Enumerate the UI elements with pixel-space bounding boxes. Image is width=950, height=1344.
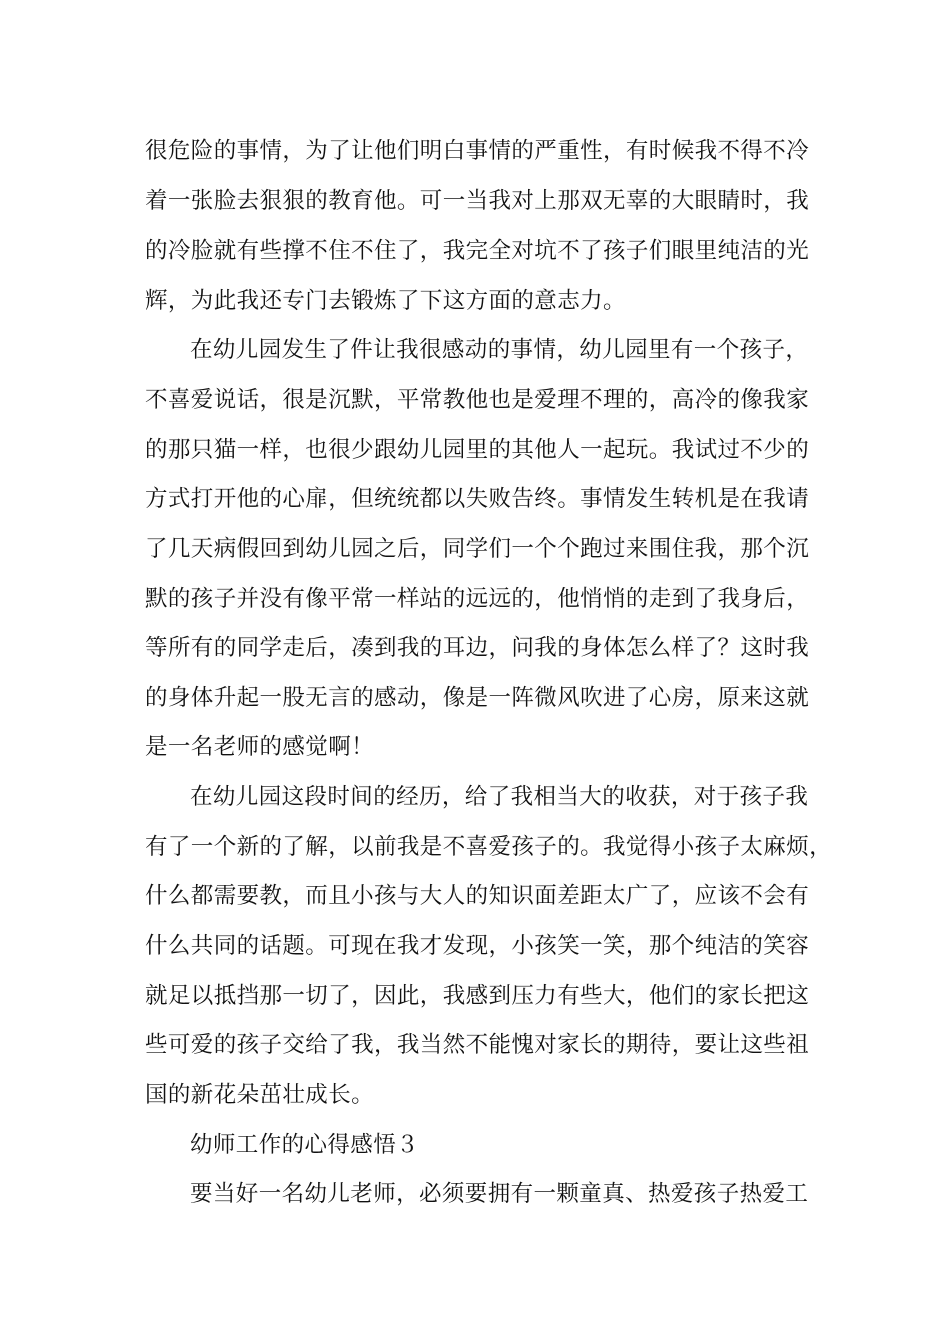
text-line: 很危险的事情，为了让他们明白事情的严重性，有时候我不得不冷 <box>145 138 810 164</box>
text-line: 就足以抵挡那一切了，因此，我感到压力有些大，他们的家长把这 <box>145 983 810 1009</box>
text-line: 不喜爱说话，很是沉默，平常教他也是爱理不理的，高冷的像我家 <box>145 387 810 413</box>
section-heading: 幼师工作的心得感悟３ <box>190 1132 420 1158</box>
paragraph-first-line: 在幼儿园这段时间的经历，给了我相当大的收获，对于孩子我 <box>190 784 809 810</box>
text-line: 什么共同的话题。可现在我才发现，小孩笑一笑，那个纯洁的笑容 <box>145 933 810 959</box>
paragraph-first-line: 在幼儿园发生了件让我很感动的事情，幼儿园里有一个孩子， <box>190 337 809 363</box>
text-line: 国的新花朵茁壮成长。 <box>145 1082 375 1108</box>
text-line: 辉，为此我还专门去锻炼了下这方面的意志力。 <box>145 288 626 314</box>
text-line: 什么都需要教，而且小孩与大人的知识面差距太广了，应该不会有 <box>145 883 810 909</box>
text-line: 的身体升起一股无言的感动，像是一阵微风吹进了心房，原来这就 <box>145 685 810 711</box>
text-line: 着一张脸去狠狠的教育他。可一当我对上那双无辜的大眼睛时，我 <box>145 188 810 214</box>
text-line: 方式打开他的心扉，但统统都以失败告终。事情发生转机是在我请 <box>145 486 810 512</box>
text-line: 的那只猫一样，也很少跟幼儿园里的其他人一起玩。我试过不少的 <box>145 437 810 463</box>
text-line: 有了一个新的了解，以前我是不喜爱孩子的。我觉得小孩子太麻烦， <box>145 834 833 860</box>
text-line: 了几天病假回到幼儿园之后，同学们一个个跑过来围住我，那个沉 <box>145 536 810 562</box>
text-line: 的冷脸就有些撑不住不住了，我完全对坑不了孩子们眼里纯洁的光 <box>145 238 810 264</box>
paragraph-first-line: 要当好一名幼儿老师，必须要拥有一颗童真、热爱孩子热爱工 <box>190 1181 809 1207</box>
text-line: 默的孩子并没有像平常一样站的远远的，他悄悄的走到了我身后， <box>145 586 810 612</box>
text-line: 是一名老师的感觉啊！ <box>145 734 375 760</box>
text-line: 些可爱的孩子交给了我，我当然不能愧对家长的期待，要让这些祖 <box>145 1032 810 1058</box>
text-line: 等所有的同学走后，凑到我的耳边，问我的身体怎么样了？这时我 <box>145 635 810 661</box>
